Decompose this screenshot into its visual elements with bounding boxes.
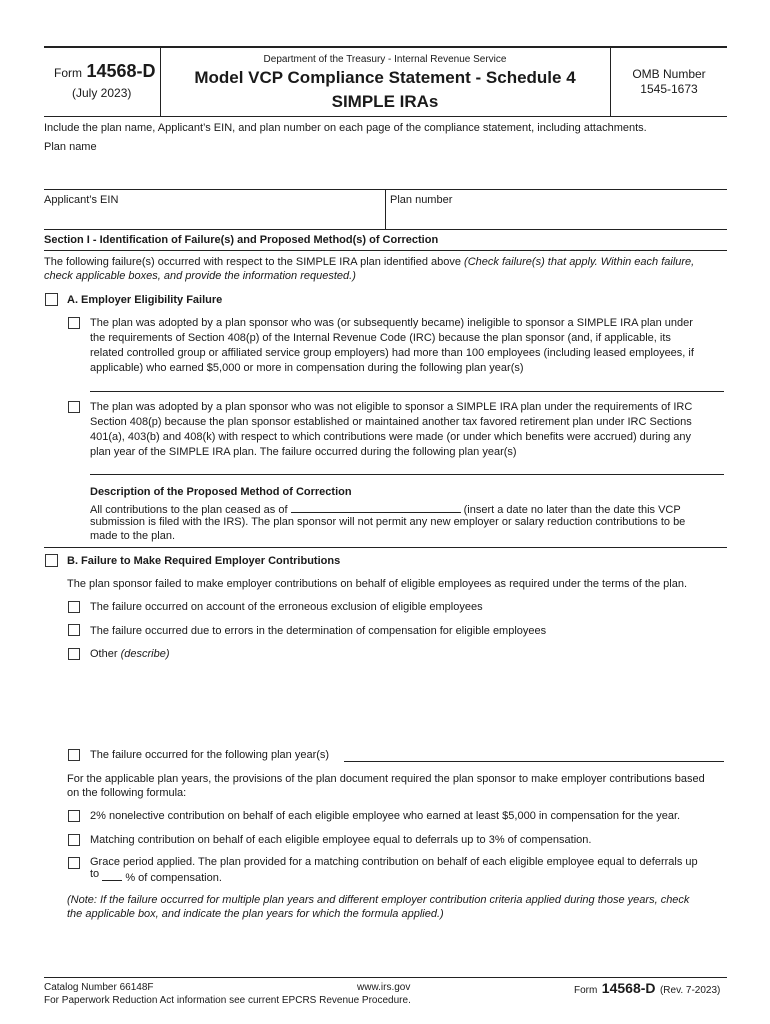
failure-a1-line: The plan was adopted by a plan sponsor who was (or subsequently became) ineligible to sponsor a SIMPLE IRA plan under [90, 317, 693, 329]
failure-b3-label: Other [90, 648, 121, 660]
footer-rule [44, 977, 727, 978]
catalog-number: Catalog Number 66148F [44, 982, 154, 993]
formula-f3-checkbox[interactable] [68, 857, 80, 869]
failure-a1-years-field[interactable] [90, 391, 724, 392]
section1-intro [44, 255, 694, 270]
failure-a2-years-field[interactable] [90, 474, 724, 475]
correction-post: (insert a date no later than the date this VCP [463, 504, 681, 516]
department-name: Department of the Treasury - Internal Revenue Service [263, 54, 507, 65]
failure-b1-text: The failure occurred on account of the erroneous exclusion of eligible employees [90, 601, 483, 613]
footer-form-id [574, 980, 720, 998]
failure-b4-years-field[interactable] [344, 761, 724, 762]
correction-title: Description of the Proposed Method of Correction [90, 486, 352, 498]
failure-b3-text [90, 647, 169, 662]
failure-a1-text [90, 316, 694, 376]
failure-b1-checkbox[interactable] [68, 601, 80, 613]
footer-revision: (Rev. 7-2023) [659, 985, 721, 996]
correction-date-field[interactable] [291, 501, 461, 513]
paperwork-notice: For Paperwork Reduction Act information see current EPCRS Revenue Procedure. [44, 995, 411, 1006]
formula-f1-checkbox[interactable] [68, 810, 80, 822]
ein-field[interactable] [44, 208, 384, 228]
form-prefix: Form [54, 66, 82, 80]
plan-number-label: Plan number [390, 194, 453, 206]
failure-b3-description-field[interactable] [90, 664, 724, 744]
formula-f3-line1: Grace period applied. The plan provided for a matching contribution on behalf of each eligible employee equal to deferrals up [90, 856, 698, 868]
plan-name-label: Plan name [44, 141, 97, 153]
header-bottom-rule [44, 116, 727, 117]
formula-f3-percent-field[interactable] [102, 869, 122, 881]
omb-number: 1545-1673 [640, 82, 698, 96]
failure-a2-line: 401(a), 403(b) and 408(k) with respect to which contributions were made (or under which benefits were accrued) during any [90, 431, 692, 443]
form-date: (July 2023) [72, 86, 132, 100]
failure-b4-checkbox[interactable] [68, 749, 80, 761]
failure-a2-line: Section 408(p) because the plan sponsor established or maintained another tax favored retirement plan under IRC Sections [90, 416, 692, 428]
failure-b2-checkbox[interactable] [68, 624, 80, 636]
formula-f2-checkbox[interactable] [68, 834, 80, 846]
note-line1: (Note: If the failure occurred for multiple plan years and different employer contribution criteria applied during those years, check [67, 894, 690, 906]
section1-intro-text: The following failure(s) occurred with respect to the SIMPLE IRA plan identified above [44, 256, 465, 268]
section1-intro-note: (Check failure(s) that apply. Within each failure, [464, 256, 695, 268]
form-id [54, 61, 156, 82]
form-title-line2: SIMPLE IRAs [331, 92, 439, 111]
section1-intro-note-2: check applicable boxes, and provide the information requested.) [44, 270, 356, 282]
form-title-line1: Model VCP Compliance Statement - Schedule 4 [194, 68, 576, 87]
failure-a-label: A. Employer Eligibility Failure [67, 294, 223, 306]
form-number: 14568-D [86, 61, 156, 81]
formula-f3-post: % of compensation. [125, 872, 222, 884]
failure-b3-describe: (describe) [120, 648, 170, 660]
irs-website[interactable]: www.irs.gov [357, 982, 411, 993]
section-a-b-divider [44, 547, 727, 548]
correction-pre: All contributions to the plan ceased as of [90, 504, 288, 516]
plan-number-field[interactable] [390, 208, 726, 228]
instructions-text: Include the plan name, Applicant’s EIN, and plan number on each page of the compliance statement, including attachments. [44, 122, 647, 134]
ein-label: Applicant’s EIN [44, 194, 119, 206]
failure-a2-line: plan year of the SIMPLE IRA plan. The failure occurred during the following plan year(s) [90, 446, 517, 458]
section1-rule [44, 250, 727, 251]
ein-divider [385, 190, 386, 230]
failure-a2-line: The plan was adopted by a plan sponsor who was not eligible to sponsor a SIMPLE IRA plan under the requirements of IRC [90, 401, 693, 413]
failure-a1-checkbox[interactable] [68, 317, 80, 329]
omb-label: OMB Number [632, 67, 706, 81]
failure-b2-text: The failure occurred due to errors in the determination of compensation for eligible employees [90, 625, 547, 637]
failure-b-checkbox[interactable] [45, 554, 58, 567]
section1-title: Section I - Identification of Failure(s) and Proposed Method(s) of Correction [44, 234, 439, 246]
failure-a-checkbox[interactable] [45, 293, 58, 306]
formula-line2: on the following formula: [67, 787, 187, 799]
failure-a1-line: applicable) who earned $5,000 or more in compensation during the following plan year(s) [90, 362, 524, 374]
failure-a1-line: the requirements of Section 408(p) of the Internal Revenue Code (IRC) because the plan sponsor (and, if applicable, its [90, 332, 671, 344]
ein-bottom-rule [44, 229, 727, 230]
formula-line1: For the applicable plan years, the provisions of the plan document required the plan sponsor to make employer contributions based [67, 773, 705, 785]
failure-a2-checkbox[interactable] [68, 401, 80, 413]
footer-form-prefix: Form [574, 985, 598, 996]
failure-b4-text: The failure occurred for the following plan year(s) [90, 749, 330, 761]
failure-a1-line: related controlled group or affiliated service group employers) had more than 100 employees (including leased employees, if [90, 347, 694, 359]
note-line2: the applicable box, and indicate the plan years for which the formula applied.) [67, 908, 444, 920]
failure-b3-checkbox[interactable] [68, 648, 80, 660]
formula-f3-line2 [90, 869, 222, 886]
failure-a2-text [90, 400, 692, 460]
plan-name-field[interactable] [44, 156, 727, 189]
formula-f3-to: to [90, 868, 100, 880]
failure-b-label: B. Failure to Make Required Employer Contributions [67, 555, 341, 567]
footer-form-number: 14568-D [601, 980, 656, 996]
header-top-rule [44, 46, 727, 48]
correction-line3: made to the plan. [90, 530, 176, 542]
correction-line2: submission is filed with the IRS). The plan sponsor will not permit any new employer or salary reduction contributions to be [90, 516, 686, 528]
formula-f2-text: Matching contribution on behalf of each eligible employee equal to deferrals up to 3% of compensation. [90, 834, 592, 846]
failure-b-intro: The plan sponsor failed to make employer contributions on behalf of eligible employees as required under the terms of the plan. [67, 578, 688, 590]
formula-f1-text: 2% nonelective contribution on behalf of each eligible employee who earned at least $5,000 in compensation for the year. [90, 810, 681, 822]
